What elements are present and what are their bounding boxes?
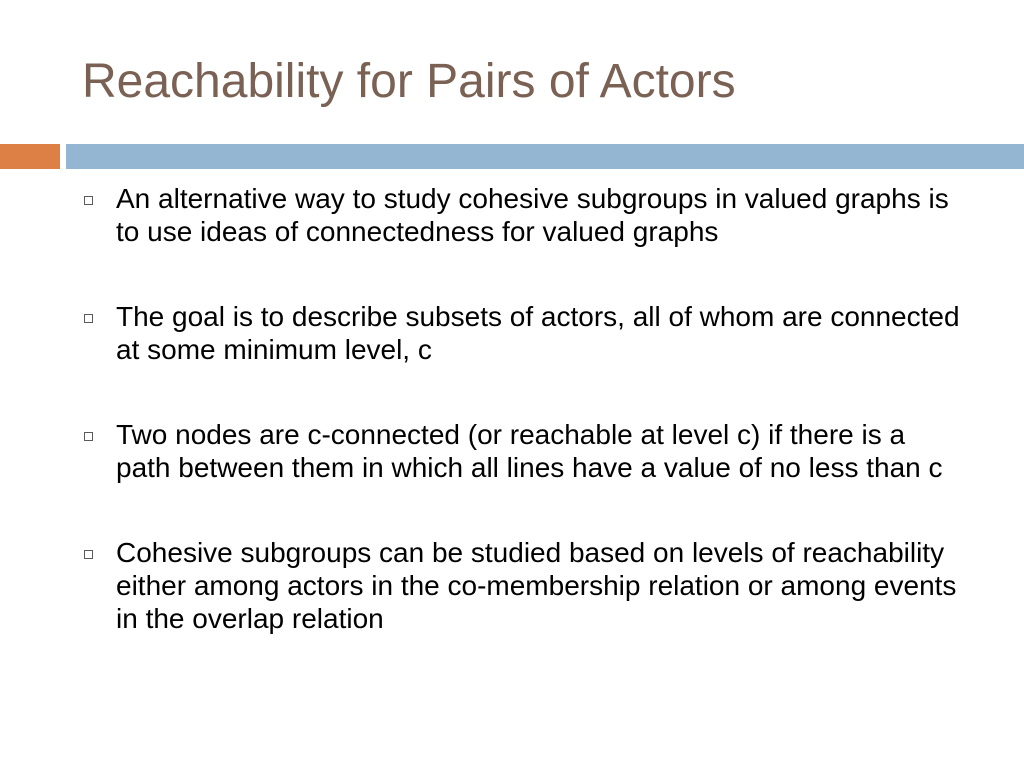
bullet-text: Cohesive subgroups can be studied based on levels of reachability either among actors in the co-membership relation or among events in the overlap relation: [116, 537, 957, 634]
slide-title: Reachability for Pairs of Actors: [82, 55, 736, 108]
bullet-text: The goal is to describe subsets of actors, all of whom are connected at some minimum level, c: [116, 301, 960, 365]
bullet-item: [80, 300, 960, 366]
bullet-item: [80, 418, 960, 484]
hollow-square-bullet-icon: [84, 432, 93, 441]
title-rule-accent: [0, 144, 60, 169]
title-rule-bar: [66, 144, 1024, 169]
bullet-text: An alternative way to study cohesive subgroups in valued graphs is to use ideas of connectedness for valued graphs: [116, 183, 949, 247]
hollow-square-bullet-icon: [84, 196, 93, 205]
bullet-item: [80, 536, 960, 635]
hollow-square-bullet-icon: [84, 550, 93, 559]
bullet-item: [80, 182, 960, 248]
bullet-text: Two nodes are c-connected (or reachable at level c) if there is a path between them in which all lines have a value of no less than c: [116, 419, 943, 483]
bullet-list: [80, 182, 960, 635]
hollow-square-bullet-icon: [84, 314, 93, 323]
